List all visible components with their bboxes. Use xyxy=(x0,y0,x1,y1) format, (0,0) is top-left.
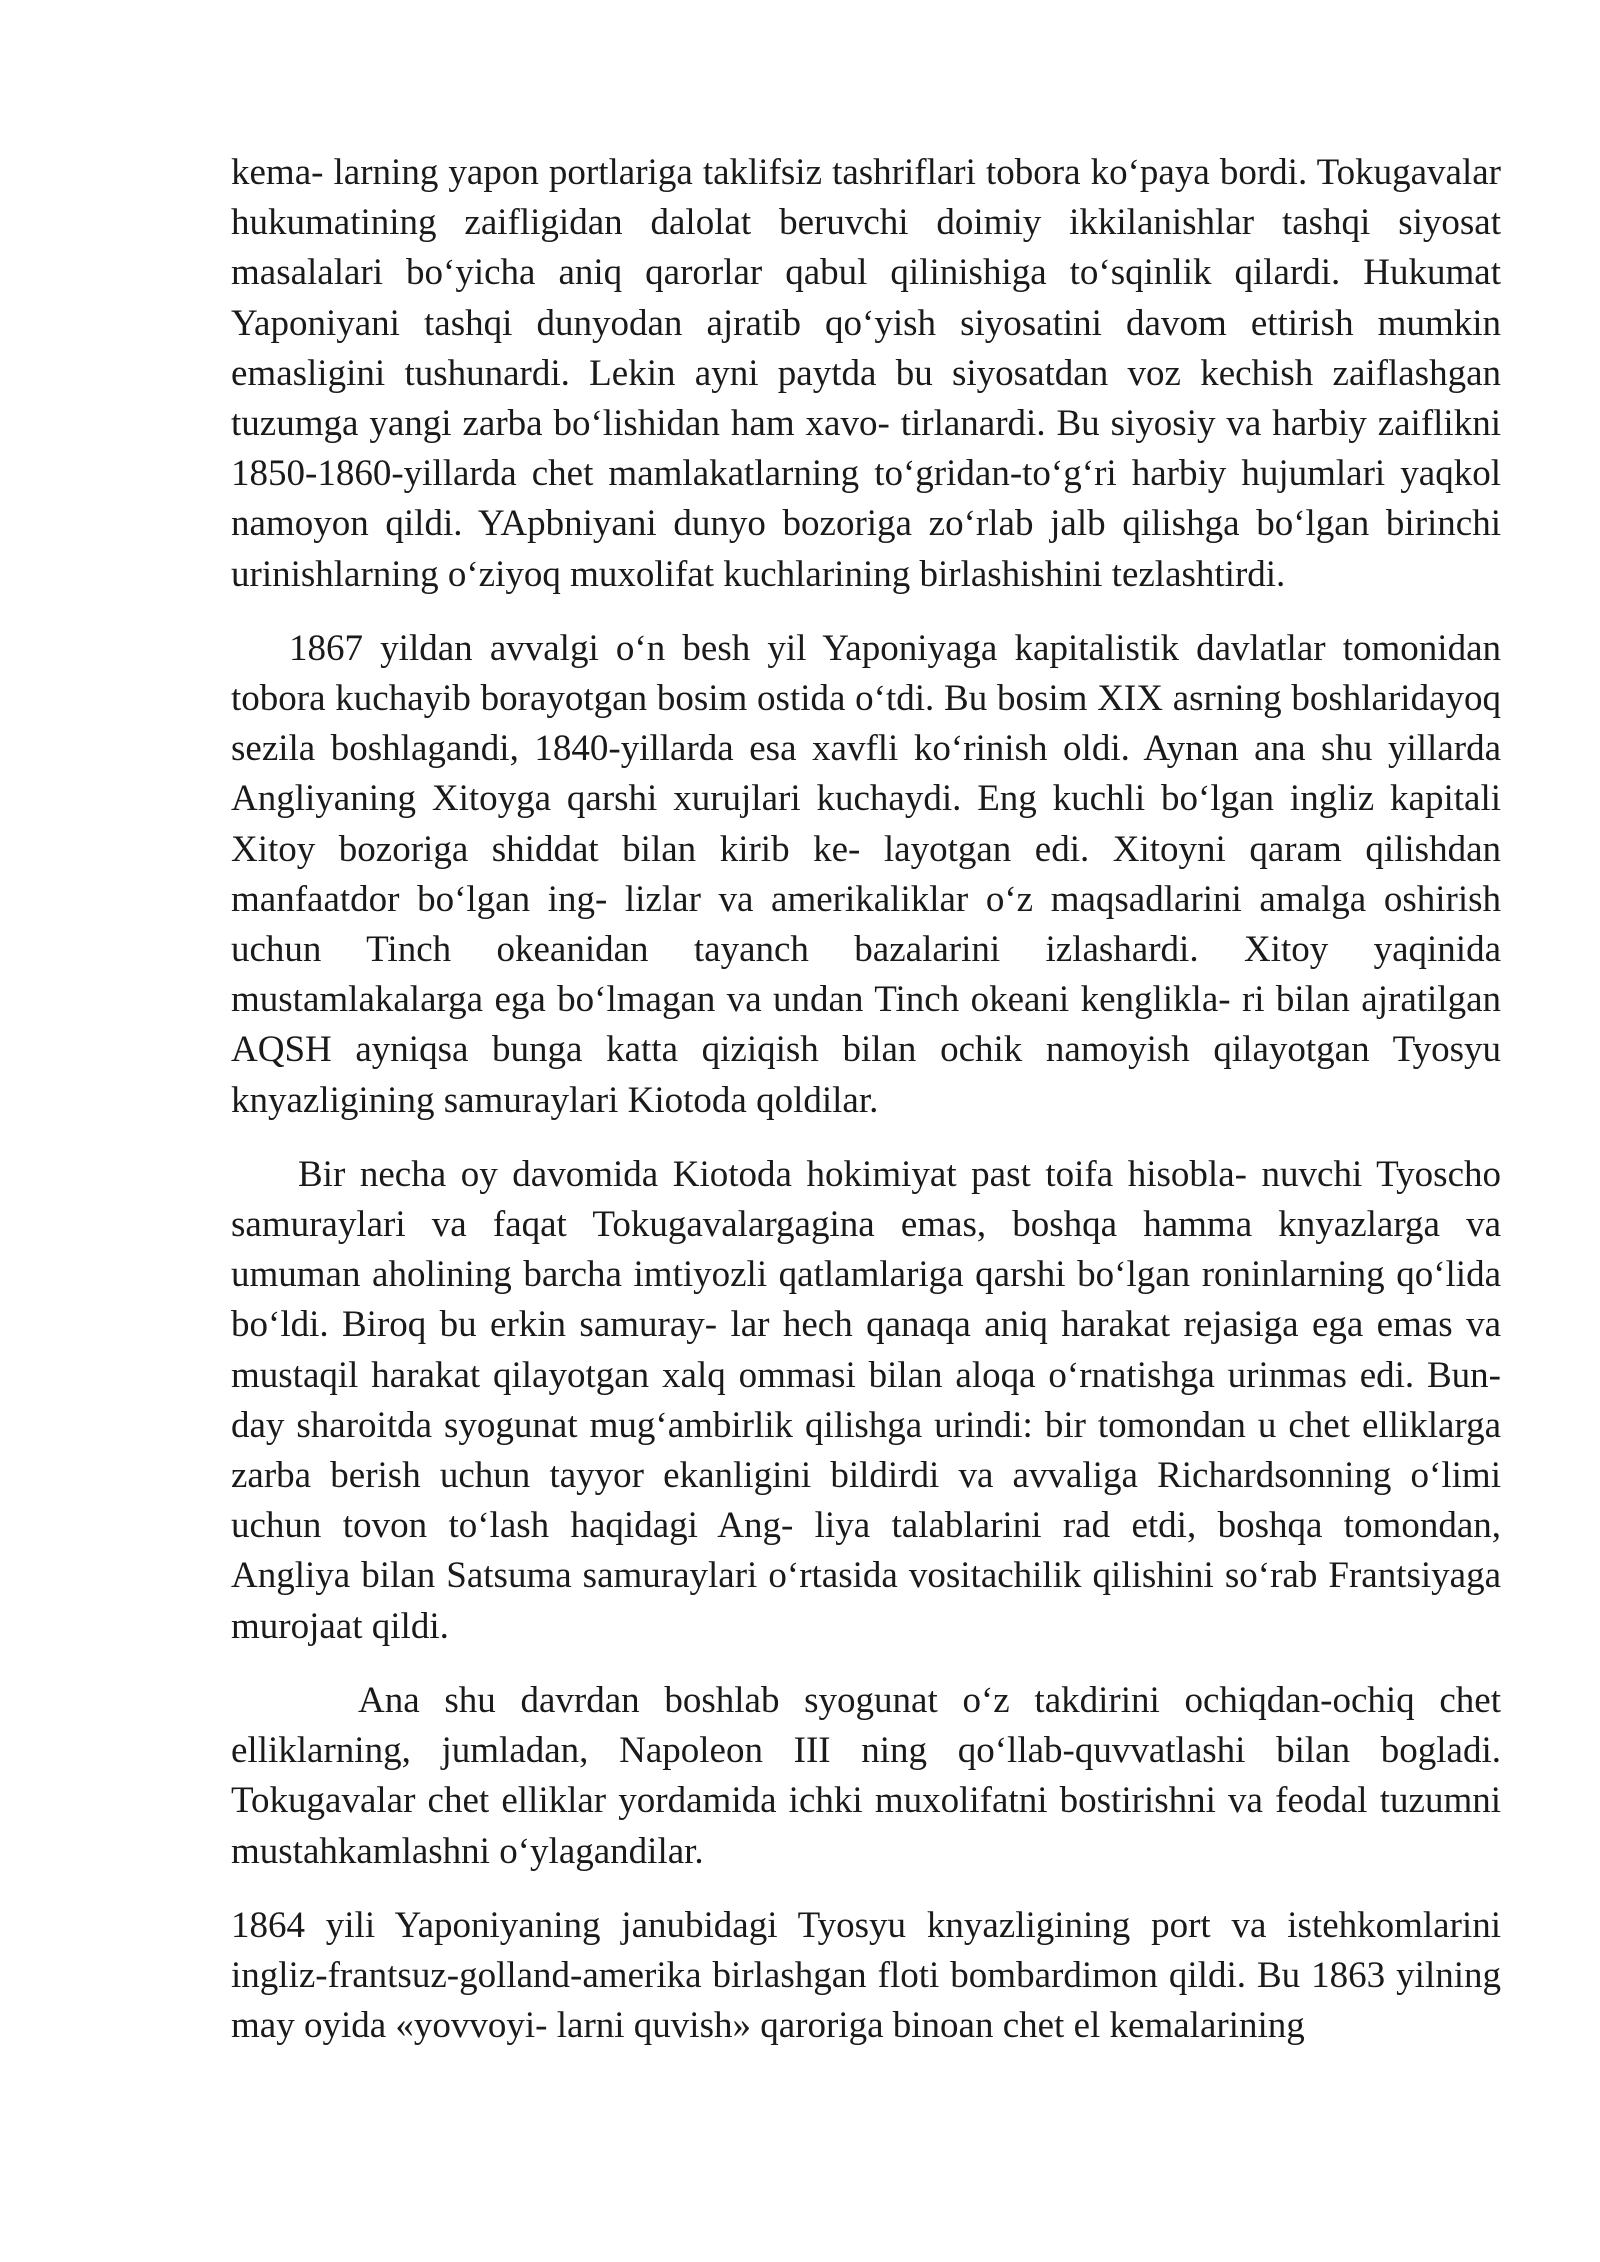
paragraph-5: 1864 yili Yaponiyaning janubidagi Tyosyu knyazligining port va istehkomlarini ingliz-frantsuz-golland-amerika birlashgan floti bombardimon qildi. Bu 1863 yilning may oyida «yovvoyi- larni quvish» qaroriga binoan chet el kemalarining xyxy=(231,1904,1501,2047)
paragraph-2: 1867 yildan avvalgi oʻn besh yil Yaponiyaga kapitalistik davlatlar tomonidan tobora kuchayib borayotgan bosim ostida oʻtdi. Bu bosim XIX asrning boshlaridayoq sezila boshlagandi, 1840-yillarda esa xavfli koʻrinish oldi. Aynan ana shu yillarda Angliyaning Xitoyga qarshi xurujlari kuchaydi. Eng kuchli boʻlgan ingliz kapitali Xitoy bozoriga shiddat bilan kirib ke- layotgan edi. Xitoyni qaram qilishdan manfaatdor boʻlgan ing- lizlar va amerikaliklar oʻz maqsadlarini amalga oshirish uchun Tinch okeanidan tayanch bazalarini izlashardi. Xitoy yaqinida mustamlakalarga ega boʻlmagan va undan Tinch okeani kenglikla- ri bilan ajratilgan AQSH ayniqsa bunga katta qiziqish bilan ochik namoyish qilayotgan Tyosyu knyazligining samuraylari Kiotoda qoldilar. xyxy=(231,627,1501,1121)
document-page xyxy=(231,148,1501,2051)
paragraph-1: kema- larning yapon portlariga taklifsiz tashriflari tobora koʻpaya bordi. Tokugavalar hukumatining zaifligidan dalolat beruvchi doimiy ikkilanishlar tashqi siyosat masalalari boʻyicha aniq qarorlar qabul qilinishiga toʻsqinlik qilardi. Hukumat Yaponiyani tashqi dunyodan ajratib qoʻyish siyosatini davom ettirish mumkin emasligini tushunardi. Lekin ayni paytda bu siyosatdan voz kechish zaiflashgan tuzumga yangi zarba boʻlishidan ham xavo- tirlanardi. Bu siyosiy va harbiy zaiflikni 1850-1860-yillarda chet mamlakatlarning toʻgridan-toʻgʻri harbiy hujumlari yaqkol namoyon qildi. YApbniyani dunyo bozoriga zoʻrlab jalb qilishga boʻlgan birinchi urinishlarning oʻziyoq muxolifat kuchlarining birlashishini tezlashtirdi. xyxy=(231,152,1501,595)
paragraph-4: Ana shu davrdan boshlab syogunat oʻz takdirini ochiqdan-ochiq chet elliklarning, jumladan, Napoleon III ning qoʻllab-quvvatlashi bilan bogladi. Tokugavalar chet elliklar yordamida ichki muxolifatni bostirishni va feodal tuzumni mustahkamlashni oʻylagandilar. xyxy=(231,1679,1501,1872)
paragraph-3: Bir necha oy davomida Kiotoda hokimiyat past toifa hisobla- nuvchi Tyoscho samuraylari va faqat Tokugavalargagina emas, boshqa hamma knyazlarga va umuman aholining barcha imtiyozli qatlamlariga qarshi boʻlgan roninlarning qoʻlida boʻldi. Biroq bu erkin samuray- lar hech qanaqa aniq harakat rejasiga ega emas va mustaqil harakat qilayotgan xalq ommasi bilan aloqa oʻrnatishga urinmas edi. Bun- day sharoitda syogunat mugʻambirlik qilishga urindi: bir tomondan u chet elliklarga zarba berish uchun tayyor ekanligini bildirdi va avvaliga Richardsonning oʻlimi uchun tovon toʻlash haqidagi Ang- liya talablarini rad etdi, boshqa tomondan, Angliya bilan Satsuma samuraylari oʻrtasida vositachilik qilishini soʻrab Frantsiyaga murojaat qildi. xyxy=(231,1153,1501,1647)
